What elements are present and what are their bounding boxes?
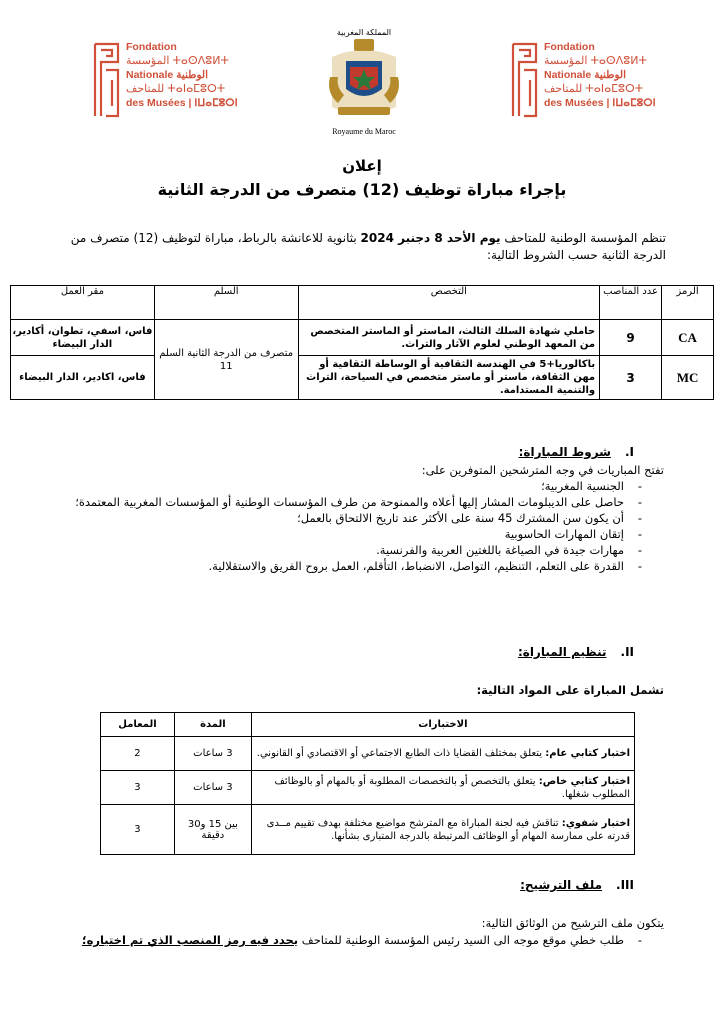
royal-crest	[322, 28, 406, 138]
table-header-row	[11, 286, 714, 320]
post-specialty: باكالوريا+5 في الهندسة الثقافية أو الوساطة الثقافية أو مهن الثقافة، ماستر أو ماستر متخصص في السياحة، التراث والتنمية المستدامة.	[298, 356, 600, 400]
post-count: 3	[600, 356, 662, 400]
header-scale: السلم	[154, 286, 298, 320]
post-code: MC	[662, 356, 714, 400]
list-item: - أن يكون سن المشترك 45 سنة على الأكثر عند تاريخ الالتحاق بالعمل؛	[57, 510, 642, 526]
header-location: مقر العمل	[11, 286, 155, 320]
intro-paragraph: تنظم المؤسسة الوطنية للمتاحف يوم الأحد 8 دجنبر 2024 بثانوية للاعانشة بالرباط، مباراة لتوظيف (12) متصرف من الدرجة الثانية حسب الشروط التالية:	[70, 231, 666, 262]
exam-description: اختبار كتابي خاص: يتعلق بالتخصص أو بالتخصصات المطلوبة أو بالمهام أو بالوظائف المطلوب شغلها.	[251, 771, 634, 805]
foundation-logo-right	[510, 40, 685, 120]
header-exams: الاختبارات	[251, 713, 634, 737]
post-specialty: حاملي شهادة السلك الثالث، الماستر أو الماستر المتخصص من المعهد الوطني لعلوم الآثار والتراث.	[298, 320, 600, 356]
exam-coefficient: 2	[101, 737, 175, 771]
list-item: - إتقان المهارات الحاسوبية	[57, 526, 642, 542]
header-count: عدد المناصب	[600, 286, 662, 320]
section-heading-application: III.ملف الترشيح:	[520, 878, 634, 892]
header-specialty: التخصص	[298, 286, 600, 320]
header-coefficient: المعامل	[101, 713, 175, 737]
exam-coefficient: 3	[101, 771, 175, 805]
crest-caption: المملكة المغربية	[336, 28, 392, 37]
header-duration: المدة	[174, 713, 251, 737]
section-heading-conditions: I.شروط المباراة:	[518, 445, 634, 459]
table-row	[11, 320, 714, 356]
foundation-name: Fondation المؤسسة ⵜⴰⵙⴷⵓⵍⵜ Nationale الوطنية للمتاحف ⵜⴰⵏⴰⵎⵓⵔⵜ des Musées | ⵏⵡⴰⵎⵓⵔⵏ	[544, 41, 656, 109]
foundation-emblem-icon	[92, 40, 122, 120]
list-item: - الجنسية المغربية؛	[57, 478, 642, 494]
table-row	[11, 356, 714, 400]
application-lead: يتكون ملف الترشيح من الوثائق التالية:	[481, 916, 664, 930]
list-item: - القدرة على التعلم، التنظيم، التواصل، الانضباط، التأقلم، العمل بروح الفريق والاستقلالية.	[57, 558, 642, 574]
section-heading-organization: II.تنظيم المباراة:	[517, 645, 634, 659]
post-count: 9	[600, 320, 662, 356]
exam-duration: بين 15 و30 دقيقة	[174, 805, 251, 855]
post-location: فاس، اسفي، تطوان، أكادير، الدار البيضاء	[11, 320, 155, 356]
announcement-subtitle: بإجراء مباراة توظيف (12) متصرف من الدرجة الثانية	[157, 180, 567, 199]
table-header-row	[101, 713, 635, 737]
exam-description: اختبار كتابي عام: يتعلق بمختلف القضايا ذات الطابع الاجتماعي أو الاقتصادي أو القانوني.	[251, 737, 634, 771]
crest-subtitle: Royaume du Maroc	[332, 127, 396, 136]
organization-lead: تشمل المباراة على المواد التالية:	[476, 683, 664, 697]
application-list	[57, 932, 642, 948]
foundation-logo-left	[92, 40, 267, 120]
exams-table	[100, 712, 635, 855]
exam-coefficient: 3	[101, 805, 175, 855]
exam-duration: 3 ساعات	[174, 771, 251, 805]
foundation-name: Fondation المؤسسة ⵜⴰⵙⴷⵓⵍⵜ Nationale الوطنية للمتاحف ⵜⴰⵏⴰⵎⵓⵔⵜ des Musées | ⵏⵡⴰⵎⵓⵔⵏ	[126, 41, 238, 109]
conditions-lead: تفتح المباريات في وجه المترشحين المتوفرين على:	[421, 463, 664, 477]
exam-date: يوم الأحد 8 دجنبر 2024	[360, 231, 501, 245]
list-item: - حاصل على الديبلومات المشار إليها أعلاه والممنوحة من طرف المؤسسات الوطنية أو المؤسسات المغربية المعتمدة؛	[57, 494, 642, 510]
post-code: CA	[662, 320, 714, 356]
post-location: فاس، اكادير، الدار البيضاء	[11, 356, 155, 400]
exam-description: اختبار شفوي: تناقش فيه لجنة المباراة مع المترشح مواضيع مختلفة بهدف تقييم مــدى قدرته على ممارسة المهام أو الوظائف المرتبطة بالدرجة المتبارى بشأنها.	[251, 805, 634, 855]
positions-table	[10, 285, 714, 400]
table-row	[101, 771, 635, 805]
coat-of-arms-icon	[324, 37, 404, 123]
list-item: - طلب خطي موقع موجه الى السيد رئيس المؤسسة الوطنية للمتاحف يحدد فيه رمز المنصب الذي تم اختياره؛	[57, 932, 642, 948]
table-row	[101, 737, 635, 771]
table-row	[101, 805, 635, 855]
conditions-list	[57, 478, 642, 574]
list-item: - مهارات جيدة في الصياغة باللغتين العربية والفرنسية.	[57, 542, 642, 558]
announcement-title: إعلان	[342, 157, 382, 175]
post-scale: متصرف من الدرجة الثانية السلم 11	[154, 320, 298, 400]
foundation-emblem-icon	[510, 40, 540, 120]
exam-duration: 3 ساعات	[174, 737, 251, 771]
header-code: الرمز	[662, 286, 714, 320]
